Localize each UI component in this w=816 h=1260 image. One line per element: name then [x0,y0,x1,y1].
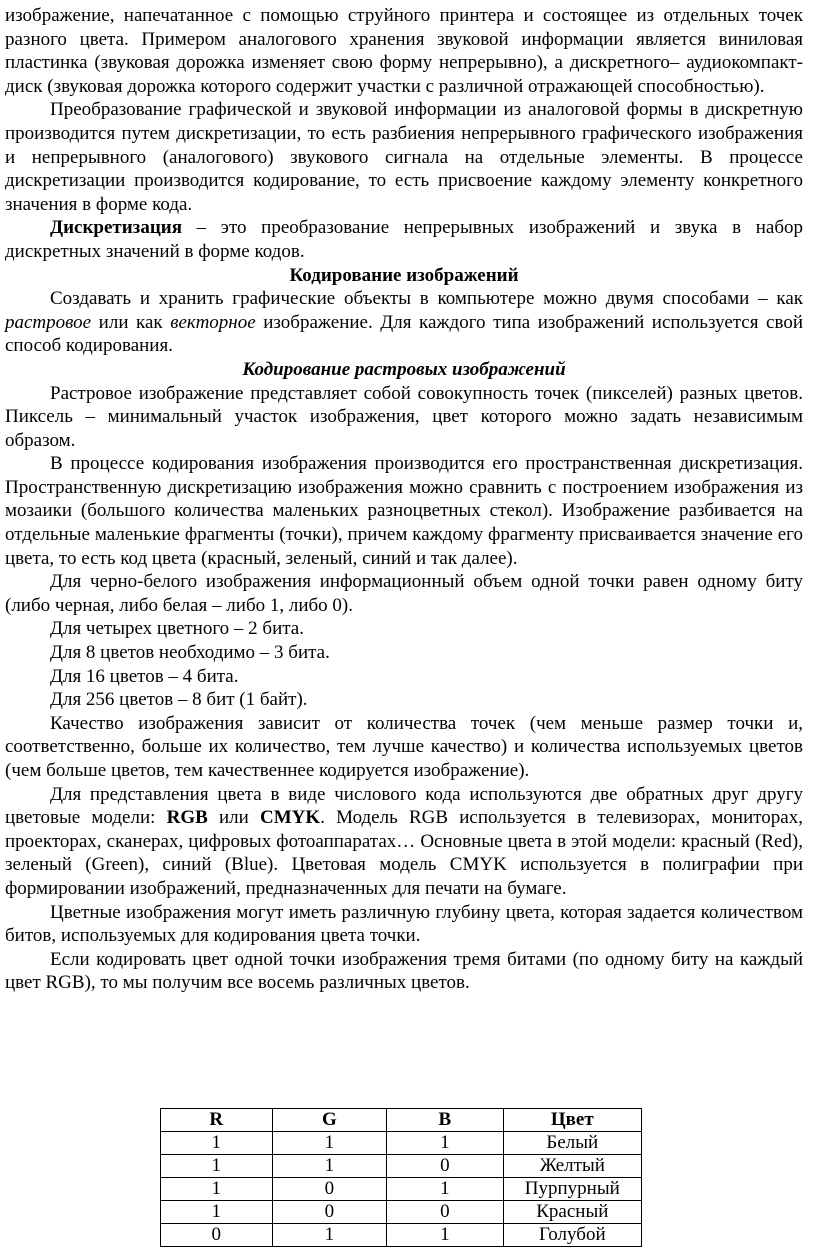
list-item: Для 8 цветов необходимо – 3 бита. [50,642,330,664]
text-fragment: изображение. Для каждого типа изображений используется свой способ кодирования. [5,311,803,357]
text-fragment: . Модель RGB используется в телевизорах, мониторах, проекторах, сканерах, цифровых фотоаппаратах… Основные цвета в этой модели: красный (Red), зеленый (Green), синий (Blue). Цветовая модель CMYK используется в полиграфии при формировании изображений, предназначенных для печати на бумаге. [5,807,803,899]
heading-image-encoding: Кодирование изображений [289,264,519,286]
table-row [161,1224,642,1247]
definition-text: – это преобразование непрерывных изображений и звука в набор дискретных значений в форме кодов. [5,217,803,262]
table-row [161,1155,642,1178]
table-row [161,1178,642,1201]
term-cmyk: CMYK [260,807,321,829]
cell-g: 1 [272,1132,387,1155]
cell-color: Пурпурный [503,1178,641,1201]
paragraph-spatial-discretization: В процессе кодирования изображения производится его пространственная дискретизация. Пространственную дискретизацию изображения можно сравнить с построением изображения из мозаики (большого количества маленьких разноцветных стекол). Изображение разбивается на отдельные маленькие фрагменты (точки), причем каждому фрагменту присваивается значение его цвета, то есть код цвета (красный, зеленый, синий и так далее). [5,453,803,569]
cell-b: 0 [387,1201,503,1224]
paragraph-color-models [5,783,803,901]
list-item: Для четырех цветного – 2 бита. [50,618,304,640]
header-color: Цвет [503,1109,641,1132]
cell-b: 0 [387,1155,503,1178]
paragraph-image-quality: Качество изображения зависит от количества точек (чем меньше размер точки и, соответственно, больше их количество, тем лучше качество) и количества используемых цветов (чем больше цветов, тем качественнее кодируется изображение). [5,712,803,781]
paragraph-raster-definition: Растровое изображение представляет собой совокупность точек (пикселей) разных цветов. Пиксель – минимальный участок изображения, цвет которого можно задать независимым образом. [5,382,803,451]
text-fragment: или как [91,311,171,333]
text-fragment: или [207,807,261,829]
term-rgb: RGB [166,807,208,829]
bits-list [5,617,803,711]
paragraph-black-white: Для черно-белого изображения информационный объем одной точки равен одному биту (либо черная, либо белая – либо 1, либо 0). [5,571,803,616]
list-item: Для 256 цветов – 8 бит (1 байт). [50,689,308,711]
cell-g: 0 [272,1178,387,1201]
text-fragment: Создавать и хранить графические объекты в компьютере можно двумя способами – как [50,288,803,310]
list-item: Для 16 цветов – 4 бита. [50,665,239,687]
paragraph-color-depth: Цветные изображения могут иметь различную глубину цвета, которая задается количеством битов, используемых для кодирования цвета точки. [5,901,803,947]
table-row [161,1132,642,1155]
table-header-row [161,1109,642,1132]
cell-color: Желтый [503,1155,641,1178]
paragraph-three-bits: Если кодировать цвет одной точки изображения тремя битами (по одному биту на каждый цвет RGB), то мы получим все восемь различных цветов. [5,948,803,994]
cell-r: 1 [161,1132,273,1155]
cell-color: Белый [503,1132,641,1155]
header-r: R [161,1109,273,1132]
paragraph-graphic-objects [5,287,803,358]
table-row [161,1201,642,1224]
cell-g: 0 [272,1201,387,1224]
heading-raster-encoding: Кодирование растровых изображений [242,358,566,380]
cell-color: Голубой [503,1224,641,1247]
cell-b: 1 [387,1224,503,1247]
cell-g: 1 [272,1155,387,1178]
term-vector: векторное [170,311,256,333]
rgb-color-table [160,1108,642,1247]
paragraph-discretization-process: Преобразование графической и звуковой информации из аналоговой формы в дискретную производится путем дискретизации, то есть разбиения непрерывного графического изображения и непрерывного (аналогового) звукового сигнала на отдельные элементы. В процессе дискретизации производится кодирование, то есть присвоение каждому элементу конкретного значения в форме кода. [5,99,803,215]
paragraph-analog-examples: изображение, напечатанное с помощью струйного принтера и состоящее из отдельных точек разного цвета. Примером аналогового хранения звуковой информации является виниловая пластинка (звуковая дорожка изменяет свою форму непрерывно), а дискретного– аудиокомпакт-диск (звуковая дорожка которого содержит участки с различной отражающей способностью). [5,5,803,97]
paragraph-discretization-definition [5,216,803,263]
term-raster: растровое [5,311,92,333]
cell-color: Красный [503,1201,641,1224]
cell-b: 1 [387,1132,503,1155]
header-g: G [272,1109,387,1132]
cell-r: 1 [161,1155,273,1178]
cell-r: 1 [161,1201,273,1224]
cell-b: 1 [387,1178,503,1201]
cell-r: 1 [161,1178,273,1201]
header-b: B [387,1109,503,1132]
cell-r: 0 [161,1224,273,1247]
text-fragment: Для представления цвета в виде числового кода используются две обратных друг другу цветовые модели: [5,783,803,829]
term-discretization: Дискретизация [50,217,182,239]
cell-g: 1 [272,1224,387,1247]
